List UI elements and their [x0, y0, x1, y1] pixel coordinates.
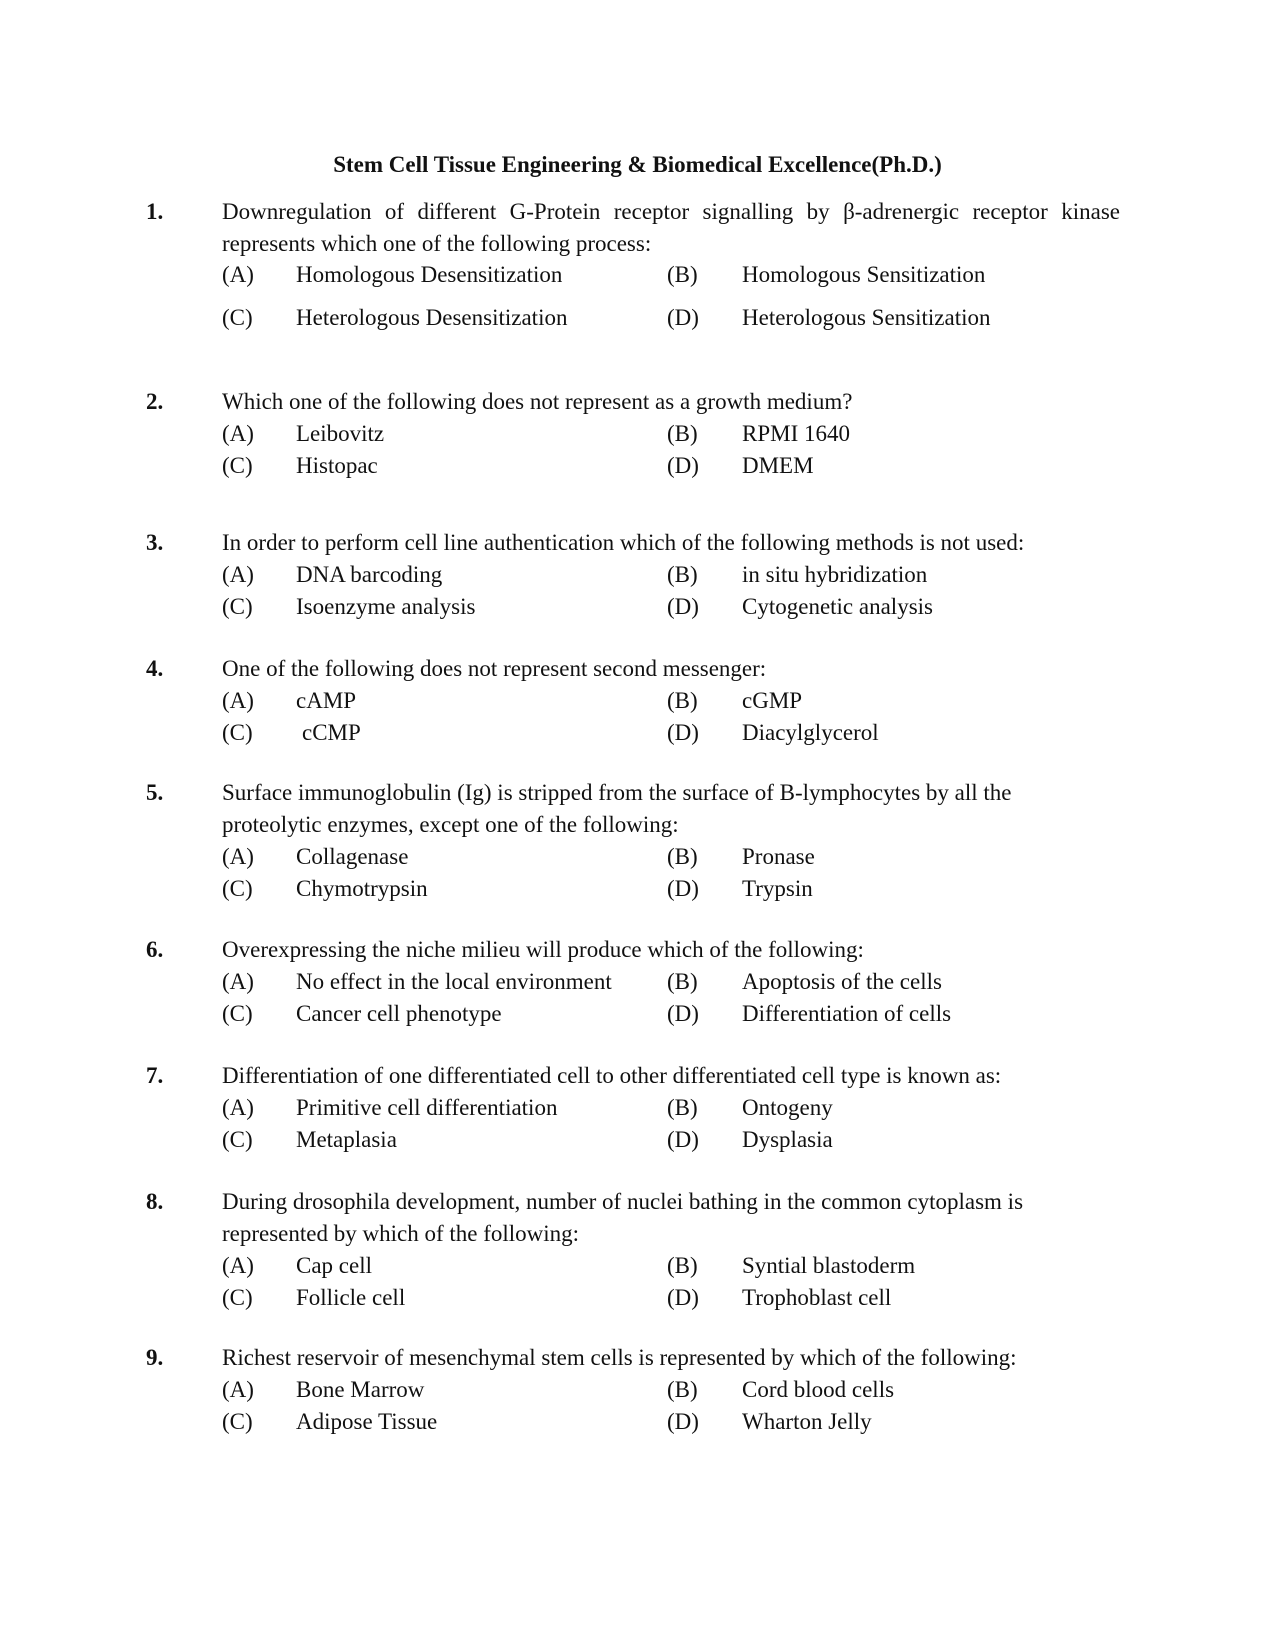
- option-text-c: Histopac: [296, 453, 378, 478]
- question-text: In order to perform cell line authentication which of the following methods is not used:: [222, 530, 1025, 555]
- option-text-b: Apoptosis of the cells: [742, 969, 942, 994]
- option-key-b: (B): [667, 1253, 698, 1278]
- page-title: Stem Cell Tissue Engineering & Biomedical Excellence(Ph.D.): [333, 152, 942, 177]
- option-key-c: (C): [222, 1409, 253, 1434]
- option-key-d: (D): [667, 453, 699, 478]
- option-text-b: Homologous Sensitization: [742, 262, 986, 287]
- option-text-b: Pronase: [742, 844, 815, 869]
- option-text-c: Cancer cell phenotype: [296, 1001, 502, 1026]
- option-key-b: (B): [667, 969, 698, 994]
- question-number: 5.: [146, 780, 164, 805]
- option-text-a: Cap cell: [296, 1253, 372, 1278]
- question-text: Differentiation of one differentiated cell to other differentiated cell type is known as:: [222, 1063, 1002, 1088]
- option-key-a: (A): [222, 688, 254, 713]
- option-text-a: Homologous Desensitization: [296, 262, 563, 287]
- option-key-c: (C): [222, 305, 253, 330]
- question-text: Richest reservoir of mesenchymal stem cells is represented by which of the following:: [222, 1345, 1017, 1370]
- option-text-d: Heterologous Sensitization: [742, 305, 991, 330]
- option-key-c: (C): [222, 1127, 253, 1152]
- option-key-d: (D): [667, 1001, 699, 1026]
- option-text-c: Metaplasia: [296, 1127, 397, 1152]
- option-text-d: Dysplasia: [742, 1127, 833, 1152]
- option-text-d: Differentiation of cells: [742, 1001, 952, 1026]
- question-text: Surface immunoglobulin (Ig) is stripped from the surface of B-lymphocytes by all the proteolytic enzymes, except one of the following:: [222, 780, 1012, 837]
- option-text-a: DNA barcoding: [296, 562, 443, 587]
- option-key-d: (D): [667, 594, 699, 619]
- option-text-d: Wharton Jelly: [742, 1409, 872, 1434]
- option-key-b: (B): [667, 844, 698, 869]
- option-key-b: (B): [667, 421, 698, 446]
- option-text-b: in situ hybridization: [742, 562, 928, 587]
- question-text: Which one of the following does not represent as a growth medium?: [222, 389, 853, 414]
- option-key-a: (A): [222, 421, 254, 446]
- option-text-a: No effect in the local environment: [296, 969, 612, 994]
- option-key-a: (A): [222, 844, 254, 869]
- option-key-b: (B): [667, 262, 698, 287]
- question-number: 9.: [146, 1345, 164, 1370]
- question-number: 8.: [146, 1189, 164, 1214]
- option-text-d: Trophoblast cell: [742, 1285, 892, 1310]
- option-key-c: (C): [222, 453, 253, 478]
- option-key-a: (A): [222, 562, 254, 587]
- option-key-a: (A): [222, 969, 254, 994]
- option-text-a: Leibovitz: [296, 421, 385, 446]
- option-text-c: Heterologous Desensitization: [296, 305, 568, 330]
- option-text-d: Cytogenetic analysis: [742, 594, 933, 619]
- question-text: Overexpressing the niche milieu will produce which of the following:: [222, 937, 864, 962]
- option-key-a: (A): [222, 262, 254, 287]
- option-key-d: (D): [667, 1285, 699, 1310]
- option-text-c: cCMP: [302, 720, 361, 745]
- option-text-b: Cord blood cells: [742, 1377, 895, 1402]
- option-key-b: (B): [667, 1095, 698, 1120]
- option-text-a: Primitive cell differentiation: [296, 1095, 558, 1120]
- option-key-a: (A): [222, 1377, 254, 1402]
- question-text: One of the following does not represent second messenger:: [222, 656, 767, 681]
- option-text-c: Follicle cell: [296, 1285, 406, 1310]
- option-text-c: Isoenzyme analysis: [296, 594, 476, 619]
- option-text-d: Diacylglycerol: [742, 720, 879, 745]
- option-key-c: (C): [222, 594, 253, 619]
- question-number: 6.: [146, 937, 164, 962]
- option-text-a: Collagenase: [296, 844, 409, 869]
- option-key-b: (B): [667, 1377, 698, 1402]
- question-number: 4.: [146, 656, 164, 681]
- option-key-c: (C): [222, 1001, 253, 1026]
- option-key-d: (D): [667, 305, 699, 330]
- question-number: 7.: [146, 1063, 164, 1088]
- option-key-d: (D): [667, 720, 699, 745]
- question-text: During drosophila development, number of nuclei bathing in the common cytoplasm is represented by which of the following:: [222, 1189, 1024, 1246]
- question-text: Downregulation of different G-Protein receptor signalling by β-adrenergic receptor kinase represents which one of the following process:: [222, 199, 1120, 256]
- option-key-d: (D): [667, 1409, 699, 1434]
- option-text-b: Syntial blastoderm: [742, 1253, 916, 1278]
- option-key-c: (C): [222, 720, 253, 745]
- question-number: 1.: [146, 199, 164, 224]
- option-text-d: Trypsin: [742, 876, 813, 901]
- option-key-a: (A): [222, 1095, 254, 1120]
- option-text-b: Ontogeny: [742, 1095, 833, 1120]
- option-text-a: cAMP: [296, 688, 357, 713]
- option-text-a: Bone Marrow: [296, 1377, 425, 1402]
- option-key-b: (B): [667, 562, 698, 587]
- option-text-b: RPMI 1640: [742, 421, 850, 446]
- question-number: 3.: [146, 530, 164, 555]
- option-key-b: (B): [667, 688, 698, 713]
- option-key-a: (A): [222, 1253, 254, 1278]
- option-text-c: Chymotrypsin: [296, 876, 428, 901]
- option-key-d: (D): [667, 876, 699, 901]
- option-text-d: DMEM: [742, 453, 814, 478]
- option-text-c: Adipose Tissue: [296, 1409, 438, 1434]
- option-key-c: (C): [222, 1285, 253, 1310]
- question-number: 2.: [146, 389, 164, 414]
- option-key-c: (C): [222, 876, 253, 901]
- option-text-b: cGMP: [742, 688, 803, 713]
- option-key-d: (D): [667, 1127, 699, 1152]
